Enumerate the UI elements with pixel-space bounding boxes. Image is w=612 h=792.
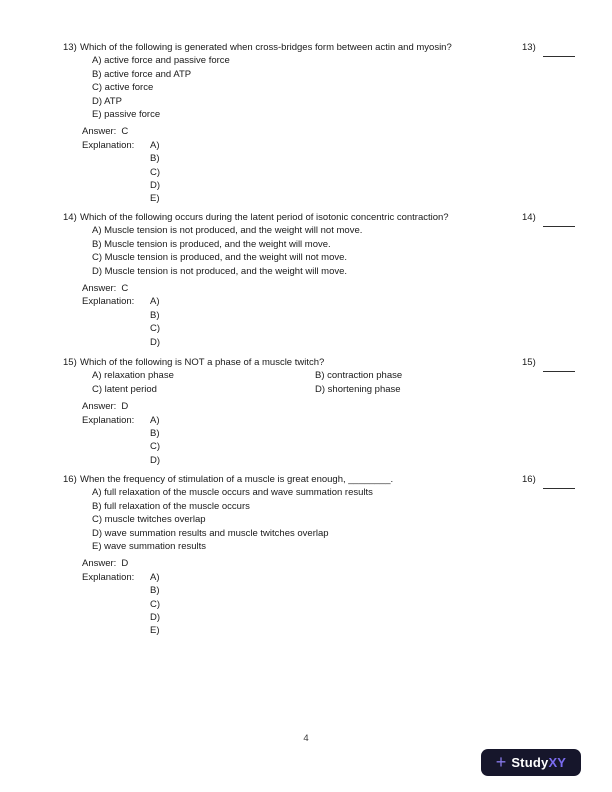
answer-blank-slot-14 (522, 211, 575, 224)
question-block-16 (63, 473, 510, 638)
question-block-15 (63, 356, 510, 467)
answer-blank-slot-15 (522, 356, 575, 369)
explanation-row (82, 295, 510, 349)
answer-label: Answer: (82, 401, 117, 413)
option-item: D) shortening phase (315, 383, 401, 395)
answer-row (82, 125, 510, 138)
explanation-label: Explanation: (82, 139, 135, 151)
option-item: C) muscle twitches overlap (92, 514, 206, 526)
slot-question-number: 14) (522, 212, 536, 223)
question-number: 13) (63, 42, 77, 53)
option-list (92, 224, 510, 278)
explanation-label: Explanation: (82, 571, 135, 583)
option-item: D) Muscle tension is not produced, and the weight will move. (92, 265, 348, 277)
option-item: B) contraction phase (315, 370, 403, 382)
page-number: 4 (303, 733, 309, 744)
logo-brand-primary: Study (511, 755, 549, 770)
explanation-letter: C) (150, 323, 161, 335)
answer-row (82, 400, 510, 413)
answer-label: Answer: (82, 283, 117, 295)
option-item: A) relaxation phase (92, 370, 174, 382)
explanation-letter: D) (150, 454, 161, 466)
explanation-letter: E) (150, 625, 160, 637)
explanation-letter: B) (150, 428, 160, 440)
option-item: B) active force and ATP (92, 68, 192, 80)
option-item: C) latent period (92, 383, 157, 395)
explanation-letter: D) (150, 180, 161, 192)
explanation-letter: D) (150, 336, 161, 348)
logo-brand-text (511, 755, 566, 770)
answer-label: Answer: (82, 558, 117, 570)
question-number: 14) (63, 212, 77, 223)
explanation-letters (150, 571, 160, 638)
explanation-letter: B) (150, 585, 160, 597)
question-stem: Which of the following is NOT a phase of a muscle twitch? (80, 357, 325, 368)
explanation-letter: B) (150, 153, 160, 165)
studyxy-logo (481, 749, 581, 776)
option-list (92, 369, 510, 396)
explanation-letters (150, 414, 160, 468)
explanation-letter: B) (150, 309, 160, 321)
option-list (92, 486, 510, 553)
option-item: A) active force and passive force (92, 55, 230, 67)
answer-value: D (121, 401, 129, 413)
explanation-letter: A) (150, 414, 160, 426)
explanation-letter: A) (150, 571, 160, 583)
explanation-letter: C) (150, 441, 161, 453)
question-block-13 (63, 41, 510, 206)
option-item: B) full relaxation of the muscle occurs (92, 500, 250, 512)
explanation-letter: D) (150, 612, 161, 624)
answer-value: C (121, 126, 129, 138)
explanation-row (82, 139, 510, 206)
answer-blank-line (543, 44, 575, 57)
answer-blank-slot-13 (522, 41, 575, 54)
option-list (92, 54, 510, 121)
option-item: D) wave summation results and muscle twitches overlap (92, 527, 329, 539)
explanation-letter: A) (150, 296, 160, 308)
slot-question-number: 15) (522, 357, 536, 368)
explanation-row (82, 414, 510, 468)
plus-icon: + (495, 751, 507, 772)
explanation-letter: C) (150, 166, 161, 178)
question-block-14 (63, 211, 510, 349)
question-number: 15) (63, 357, 77, 368)
question-row (63, 211, 510, 224)
answer-blank-slot-16 (522, 473, 575, 486)
question-stem: Which of the following occurs during the latent period of isotonic concentric contraction? (80, 212, 449, 223)
logo-brand-secondary: XY (548, 755, 567, 770)
explanation-label: Explanation: (82, 296, 135, 308)
option-item: E) passive force (92, 109, 161, 121)
question-stem: When the frequency of stimulation of a muscle is great enough, ________. (80, 474, 394, 485)
question-stem: Which of the following is generated when cross-bridges form between actin and myosin? (80, 42, 452, 53)
option-item: B) Muscle tension is produced, and the weight will move. (92, 238, 331, 250)
explanation-letter: A) (150, 139, 160, 151)
explanation-letter: C) (150, 598, 161, 610)
explanation-row (82, 571, 510, 638)
answer-blank-line (543, 359, 575, 372)
answer-blank-line (543, 476, 575, 489)
slot-question-number: 16) (522, 474, 536, 485)
explanation-letter: E) (150, 193, 160, 205)
question-number: 16) (63, 474, 77, 485)
option-item: A) full relaxation of the muscle occurs and wave summation results (92, 487, 373, 499)
explanation-label: Explanation: (82, 414, 135, 426)
question-row (63, 356, 510, 369)
answer-row (82, 557, 510, 570)
answer-value: C (121, 283, 129, 295)
question-row (63, 473, 510, 486)
answer-blank-line (543, 214, 575, 227)
answer-value: D (121, 558, 129, 570)
option-item: D) ATP (92, 95, 122, 107)
option-item: C) active force (92, 82, 154, 94)
option-item: A) Muscle tension is not produced, and the weight will not move. (92, 225, 363, 237)
slot-question-number: 13) (522, 42, 536, 53)
answer-row (82, 282, 510, 295)
option-item: E) wave summation results (92, 541, 207, 553)
answer-label: Answer: (82, 126, 117, 138)
explanation-letters (150, 295, 160, 349)
option-item: C) Muscle tension is produced, and the weight will not move. (92, 252, 348, 264)
explanation-letters (150, 139, 160, 206)
question-row (63, 41, 510, 54)
